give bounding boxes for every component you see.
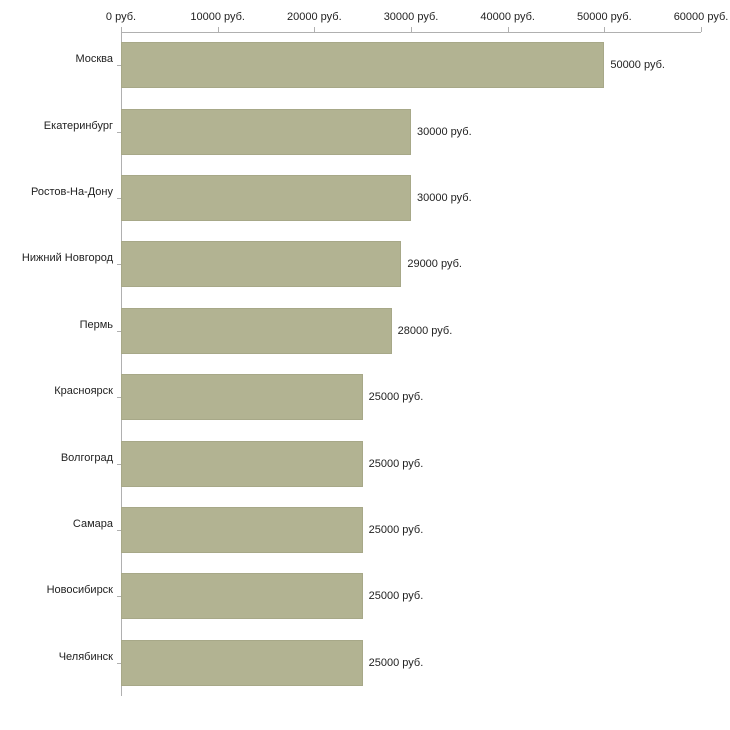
x-tick-mark — [411, 27, 412, 32]
y-tick-label-wrap — [0, 53, 113, 71]
y-tick-label: Самара — [72, 518, 113, 530]
bar-value-label: 30000 руб. — [417, 126, 472, 138]
bar-value-label: 25000 руб. — [368, 590, 424, 602]
bar[interactable] — [121, 640, 363, 686]
x-tick-mark — [508, 27, 509, 32]
y-tick-label-wrap — [0, 518, 113, 536]
bar[interactable] — [121, 374, 363, 420]
x-tick-label: 50000 руб. — [577, 11, 632, 23]
x-tick-mark — [218, 27, 219, 32]
x-tick-label: 0 руб. — [105, 11, 137, 23]
bar-value-label: 29000 руб. — [407, 258, 462, 270]
x-tick-mark — [701, 27, 702, 32]
y-tick-label-wrap — [0, 120, 113, 138]
y-tick-label-wrap — [0, 452, 113, 470]
x-tick-mark — [314, 27, 315, 32]
y-tick-label-wrap — [0, 584, 113, 602]
bar-value-label: 25000 руб. — [368, 391, 424, 403]
x-tick-label: 60000 руб. — [673, 11, 729, 23]
bar-value-label: 28000 руб. — [397, 325, 453, 337]
x-tick-mark — [121, 27, 122, 32]
x-axis-line — [121, 32, 701, 33]
bar[interactable] — [121, 175, 411, 221]
bar-value-label: 25000 руб. — [368, 657, 424, 669]
x-tick-label: 30000 руб. — [383, 11, 439, 23]
bar[interactable] — [121, 441, 363, 487]
bar-value-label: 25000 руб. — [368, 524, 424, 536]
y-tick-label: Москва — [75, 53, 113, 65]
bar-value-label: 25000 руб. — [368, 458, 424, 470]
y-tick-label-wrap — [0, 385, 113, 403]
y-tick-label-wrap — [0, 651, 113, 669]
bar[interactable] — [121, 241, 401, 287]
y-tick-label-wrap — [0, 186, 113, 204]
bar[interactable] — [121, 507, 363, 553]
y-tick-label: Екатеринбург — [43, 120, 113, 132]
bar[interactable] — [121, 308, 392, 354]
bar-value-label: 30000 руб. — [417, 192, 472, 204]
y-tick-label: Нижний Новгород — [21, 252, 113, 264]
y-tick-label: Пермь — [79, 319, 113, 331]
bar[interactable] — [121, 573, 363, 619]
y-tick-label: Волгоград — [60, 452, 113, 464]
y-tick-label: Новосибирск — [46, 584, 113, 596]
y-tick-label: Челябинск — [58, 651, 113, 663]
bar[interactable] — [121, 109, 411, 155]
y-tick-label: Красноярск — [54, 385, 113, 397]
bar-value-label: 50000 руб. — [610, 59, 665, 71]
y-tick-label-wrap — [0, 319, 113, 337]
y-tick-label-wrap — [0, 252, 113, 270]
x-tick-mark — [604, 27, 605, 32]
x-tick-label: 40000 руб. — [480, 11, 535, 23]
x-tick-label: 20000 руб. — [287, 11, 342, 23]
bar[interactable] — [121, 42, 604, 88]
y-tick-label: Ростов-На-Дону — [30, 186, 113, 198]
x-tick-label: 10000 руб. — [190, 11, 245, 23]
